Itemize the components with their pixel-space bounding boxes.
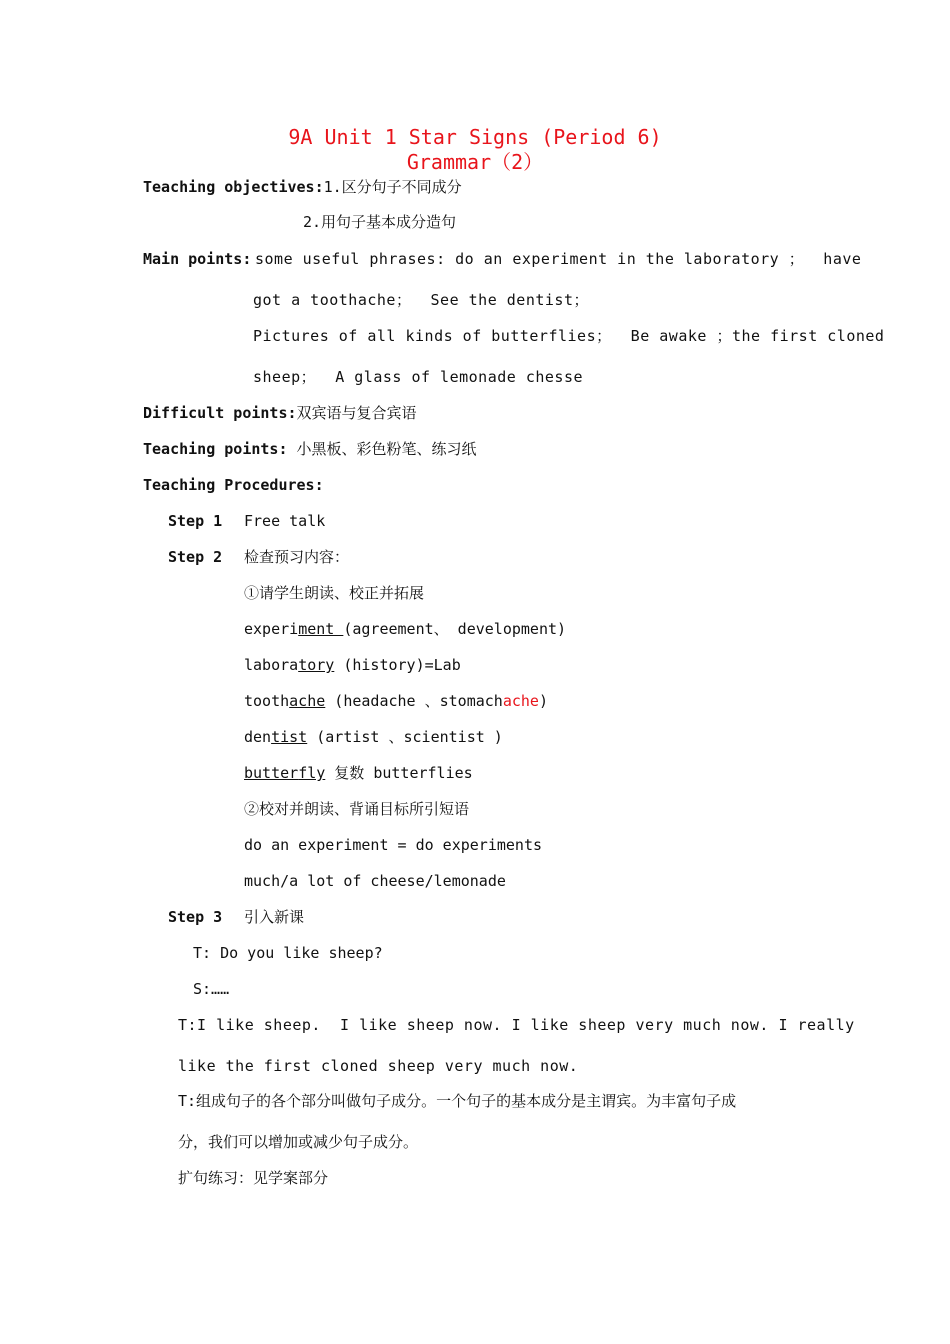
word-suffix: tist — [271, 728, 308, 746]
word-stem: tooth — [244, 692, 290, 710]
word-suffix: ache — [289, 692, 326, 710]
dialogue-teacher-2-line-2: like the first cloned sheep very much now. — [178, 1057, 579, 1075]
expansion-exercise: 扩句练习：见学案部分 — [178, 1169, 329, 1187]
word-examples: (agreement、 development) — [343, 620, 567, 638]
difficult-points-row — [143, 403, 417, 423]
main-points-line-1: some useful phrases: do an experiment in the laboratory ； have — [255, 250, 862, 268]
word-examples: (artist 、scientist ) — [307, 728, 503, 746]
step-2-label: Step 2 — [168, 548, 223, 566]
word-examples: (history)=Lab — [334, 656, 461, 674]
dialogue-teacher-3-line-1: T:组成句子的各个部分叫做句子成分。一个句子的基本成分是主谓宾。为丰富句子成 — [178, 1092, 737, 1110]
main-points-line-2: got a toothache； See the dentist； — [253, 291, 589, 309]
step-2-sub-1: ①请学生朗读、校正并拓展 — [244, 584, 425, 602]
title-line-1: 9A Unit 1 Star Signs (Period 6) — [288, 125, 662, 149]
title-line-2: Grammar（2） — [406, 150, 544, 174]
phrase-1: do an experiment = do experiments — [244, 836, 543, 854]
main-points-label: Main points: — [143, 250, 252, 268]
step-2-text: 检查预习内容： — [244, 548, 350, 566]
main-points-line-3: Pictures of all kinds of butterflies； Be awake ；the first cloned — [253, 327, 885, 345]
word-row-butterfly — [244, 763, 473, 783]
main-points-line-4: sheep； A glass of lemonade chesse — [253, 368, 584, 386]
word-stem: experi — [244, 620, 299, 638]
word-part-2: fly — [298, 764, 326, 782]
word-examples: (headache 、stomach — [325, 692, 503, 710]
word-suffix: tory — [298, 656, 335, 674]
step-2-sub-2: ②校对并朗读、背诵目标所引短语 — [244, 800, 470, 818]
step-3-text: 引入新课 — [244, 908, 305, 926]
word-row-toothache — [244, 691, 548, 711]
dialogue-student-1: S:…… — [193, 980, 230, 998]
phrase-2: much/a lot of cheese/lemonade — [244, 872, 506, 890]
teaching-points-text: 小黑板、彩色粉笔、练习纸 — [287, 440, 477, 458]
highlighted-suffix: ache — [502, 692, 539, 710]
word-stem: den — [244, 728, 272, 746]
step-1-text: Free talk — [244, 512, 326, 530]
dialogue-teacher-3-line-2: 分，我们可以增加或减少句子成分。 — [178, 1133, 419, 1151]
teaching-points-label: Teaching points: — [143, 440, 288, 458]
dialogue-teacher-2-line-1: T:I like sheep. I like sheep now. I like sheep very much now. I really — [178, 1016, 855, 1034]
objectives-label: Teaching objectives: — [143, 178, 324, 196]
procedures-label: Teaching Procedures: — [143, 476, 324, 494]
word-plural: 复数 butterflies — [325, 764, 473, 782]
objectives-item-2: 2.用句子基本成分造句 — [303, 213, 457, 231]
word-row-laboratory — [244, 655, 461, 675]
closing-paren: ) — [538, 692, 548, 710]
dialogue-teacher-1: T: Do you like sheep? — [193, 944, 383, 962]
difficult-points-label: Difficult points: — [143, 404, 297, 422]
word-suffix: ment — [298, 620, 344, 638]
word-row-experiment — [244, 619, 566, 639]
objectives-row — [143, 177, 462, 197]
word-stem: labora — [244, 656, 299, 674]
main-points-row — [143, 249, 251, 269]
step-3-label: Step 3 — [168, 908, 223, 926]
difficult-points-text: 双宾语与复合宾语 — [296, 404, 417, 422]
teaching-points-row — [143, 439, 477, 459]
word-part-1: butter — [244, 764, 299, 782]
objectives-item-1: 1.区分句子不同成分 — [323, 178, 462, 196]
step-1-label: Step 1 — [168, 512, 223, 530]
word-row-dentist — [244, 727, 503, 747]
